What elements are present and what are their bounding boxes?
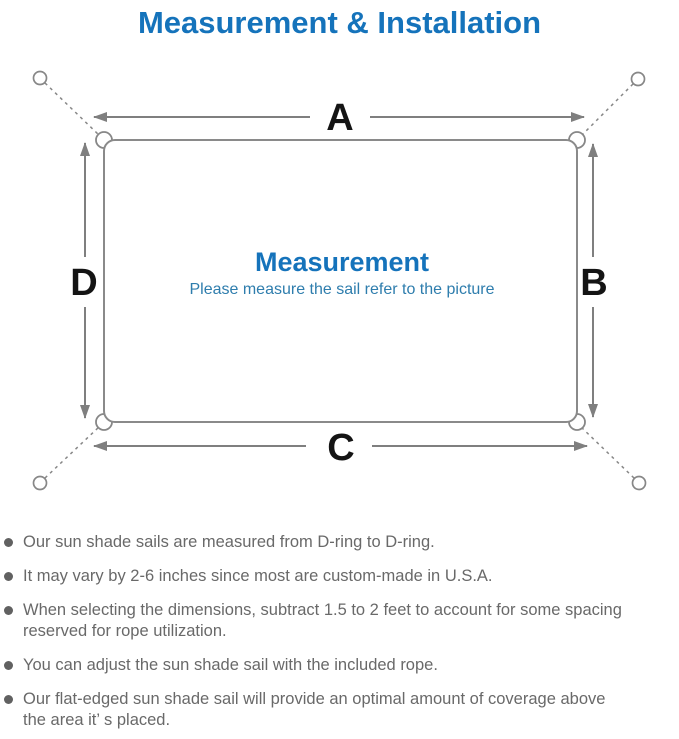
anchor-point-top-right: [632, 73, 645, 86]
bullet-line: reserved for rope utilization.: [23, 622, 227, 640]
rope-dashed-line-top-left: [45, 83, 100, 136]
bullet-line: the area it’ s placed.: [23, 711, 171, 729]
dimension-label-a: A: [326, 97, 354, 139]
anchor-point-bottom-left: [34, 477, 47, 490]
list-item: [4, 532, 673, 553]
list-item: [4, 566, 673, 587]
rope-dashed-line-bottom-left: [45, 426, 100, 478]
bullet-dot-icon: [4, 572, 13, 581]
bullet-dot-icon: [4, 695, 13, 704]
bullet-dot-icon: [4, 661, 13, 670]
rope-dashed-line-bottom-right: [581, 427, 634, 478]
rope-dashed-line-top-right: [581, 84, 633, 136]
bullet-text: You can adjust the sun shade sail with the included rope.: [23, 656, 438, 674]
instruction-bullet-list: [4, 532, 673, 731]
bullet-dot-icon: [4, 606, 13, 615]
bullet-text: [23, 600, 622, 642]
bullet-text: [23, 689, 605, 731]
anchor-point-bottom-right: [633, 477, 646, 490]
bullet-dot-icon: [4, 538, 13, 547]
bullet-text: Our sun shade sails are measured from D-ring to D-ring.: [23, 533, 435, 551]
anchor-point-top-left: [34, 72, 47, 85]
list-item: [4, 655, 673, 676]
bullet-line: Our flat-edged sun shade sail will provide an optimal amount of coverage above: [23, 690, 606, 708]
list-item: [4, 600, 673, 642]
list-item: [4, 689, 673, 731]
dimension-label-b: B: [580, 262, 608, 304]
sail-measurement-diagram: [0, 50, 679, 510]
center-heading: Measurement: [254, 247, 430, 277]
bullet-line: When selecting the dimensions, subtract 1.5 to 2 feet to account for some spacing: [23, 601, 622, 619]
dimension-label-d: D: [70, 262, 98, 304]
center-subtitle: Please measure the sail refer to the picture: [189, 281, 495, 298]
bullet-text: It may vary by 2-6 inches since most are custom-made in U.S.A.: [23, 567, 493, 585]
page-title: Measurement & Installation: [137, 5, 542, 40]
dimension-label-c: C: [327, 427, 355, 469]
